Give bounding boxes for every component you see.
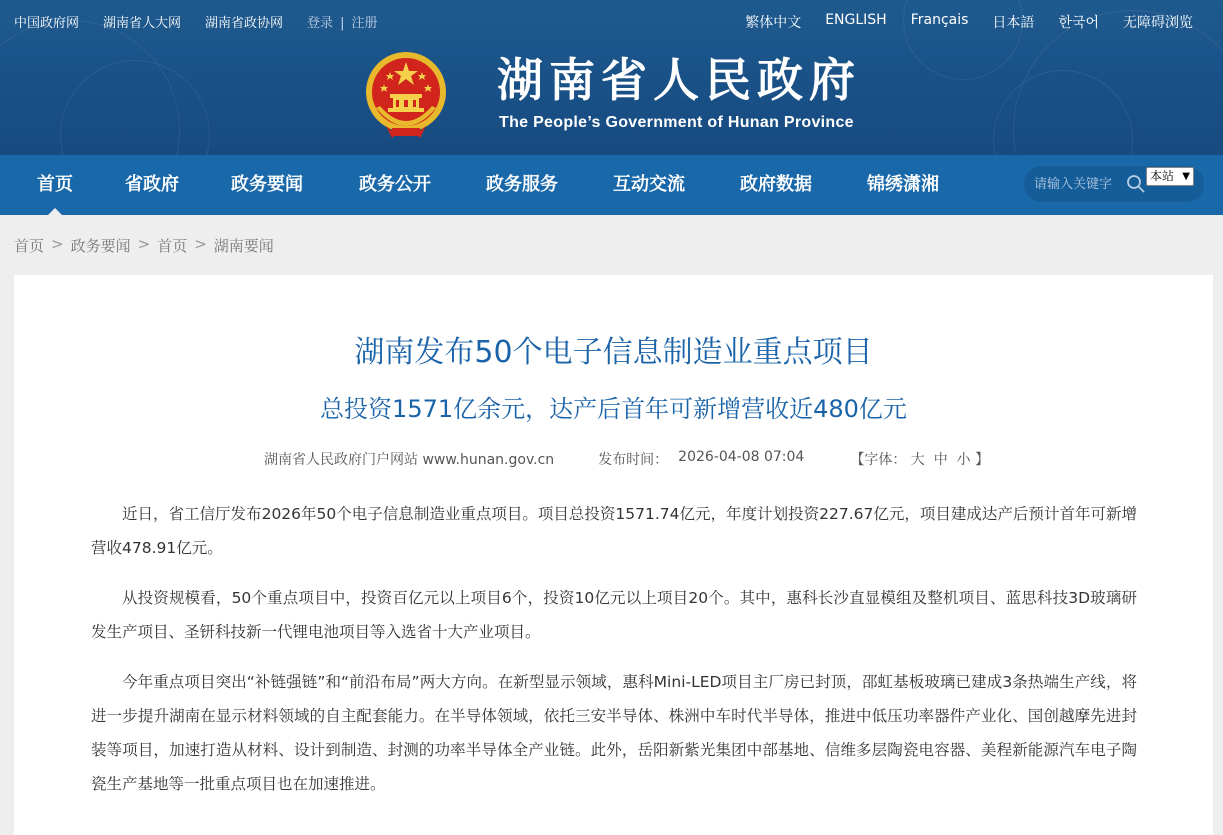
nav-item-hunan-scenery[interactable]: 锦绣潇湘 bbox=[867, 174, 939, 195]
article-panel bbox=[14, 275, 1213, 835]
publish-time-label: 发布时间： bbox=[598, 452, 669, 468]
font-size-close-bracket: 】 bbox=[975, 452, 990, 468]
chevron-down-icon: ▼ bbox=[1182, 171, 1190, 182]
top-bar bbox=[0, 0, 1223, 42]
breadcrumb bbox=[14, 235, 274, 256]
breadcrumb-home[interactable]: 首页 bbox=[14, 237, 45, 255]
article-title: 湖南发布50个电子信息制造业重点项目 bbox=[354, 335, 873, 370]
publish-time: 2026-04-08 07:04 bbox=[678, 449, 805, 465]
national-emblem-icon bbox=[362, 48, 450, 142]
link-gov-cn[interactable]: 中国政府网 bbox=[14, 16, 80, 31]
account-divider: | bbox=[340, 16, 345, 31]
article-body bbox=[91, 497, 1137, 817]
font-size-small-button[interactable]: 小 bbox=[956, 452, 971, 468]
breadcrumb-home-2[interactable]: 首页 bbox=[157, 237, 188, 255]
link-hunan-cppcc[interactable]: 湖南省政协网 bbox=[205, 16, 284, 31]
account-links bbox=[307, 12, 377, 31]
article-paragraph: 从投资规模看，50个重点项目中，投资百亿元以上项目6个，投资10亿元以上项目20个。其中，惠科长沙直显模组及整机项目、蓝思科技3D玻璃研发生产项目、圣钘科技新一代锂电池项目等入选省十大产业项目。 bbox=[91, 589, 1137, 641]
article-paragraph: 今年重点项目突出“补链强链”和“前沿布局”两大方向。在新型显示领域，惠科Mini-LED项目主厂房已封顶，邵虹基板玻璃已建成3条热端生产线，将进一步提升湖南在显示材料领域的自主配套能力。在半导体领域，依托三安半导体、株洲中车时代半导体，推进中低压功率器件产业化、国创越摩先进封装等项目，加速打造从材料、设计到制造、封测的功率半导体全产业链。此外，岳阳新紫光集团中部基地、信维多层陶瓷电容器、美程新能源汽车电子陶瓷生产基地等一批重点项目也在加速推进。 bbox=[91, 673, 1137, 793]
register-link[interactable]: 注册 bbox=[351, 16, 378, 31]
lang-french[interactable]: Français bbox=[910, 12, 969, 28]
login-link[interactable]: 登录 bbox=[307, 16, 334, 31]
lang-korean[interactable]: 한국어 bbox=[1058, 15, 1099, 31]
nav-item-gov-data[interactable]: 政府数据 bbox=[740, 174, 812, 195]
nav-item-gov-news[interactable]: 政务要闻 bbox=[231, 174, 303, 195]
nav-item-home[interactable]: 首页 bbox=[37, 155, 73, 215]
breadcrumb-separator: > bbox=[194, 235, 207, 253]
site-subtitle: The People’s Government of Hunan Province bbox=[499, 114, 854, 131]
font-size-control bbox=[850, 449, 989, 469]
nav-list bbox=[0, 155, 939, 215]
search-input[interactable] bbox=[1034, 172, 1139, 196]
site-header bbox=[0, 0, 1223, 155]
nav-item-provincial-gov[interactable]: 省政府 bbox=[125, 174, 179, 195]
link-hunan-npc[interactable]: 湖南省人大网 bbox=[103, 16, 182, 31]
article-subtitle: 总投资1571亿余元，达产后首年可新增营收近480亿元 bbox=[320, 395, 907, 423]
breadcrumb-separator: > bbox=[51, 235, 64, 253]
breadcrumb-separator: > bbox=[137, 235, 151, 253]
lang-english[interactable]: ENGLISH bbox=[825, 12, 887, 28]
nav-item-gov-services[interactable]: 政务服务 bbox=[486, 174, 558, 195]
lang-traditional-chinese[interactable]: 繁体中文 bbox=[745, 15, 802, 31]
search-scope-select[interactable] bbox=[1146, 167, 1194, 186]
article-source: 湖南省人民政府门户网站 www.hunan.gov.cn bbox=[264, 452, 555, 468]
font-size-label: 【字体： bbox=[850, 452, 907, 468]
accessibility-link[interactable]: 无障碍浏览 bbox=[1123, 15, 1193, 31]
site-title: 湖南省人民政府 bbox=[497, 53, 861, 107]
search-scope-value: 本站 bbox=[1150, 169, 1175, 183]
breadcrumb-hunan-news[interactable]: 湖南要闻 bbox=[213, 237, 274, 255]
nav-item-interaction[interactable]: 互动交流 bbox=[613, 174, 685, 195]
article-paragraph: 近日，省工信厅发布2026年50个电子信息制造业重点项目。项目总投资1571.74亿元，年度计划投资227.67亿元，项目建成达产后预计首年可新增营收478.91亿元。 bbox=[91, 505, 1137, 557]
font-size-medium-button[interactable]: 中 bbox=[933, 452, 948, 468]
font-size-large-button[interactable]: 大 bbox=[910, 452, 925, 468]
search-icon[interactable] bbox=[1126, 174, 1146, 194]
lang-japanese[interactable]: 日本語 bbox=[992, 15, 1035, 31]
top-links-left bbox=[14, 12, 377, 31]
breadcrumb-gov-news[interactable]: 政务要闻 bbox=[70, 237, 131, 255]
language-links bbox=[721, 12, 1193, 32]
nav-item-gov-affairs-open[interactable]: 政务公开 bbox=[359, 174, 431, 195]
article-meta bbox=[264, 449, 989, 469]
